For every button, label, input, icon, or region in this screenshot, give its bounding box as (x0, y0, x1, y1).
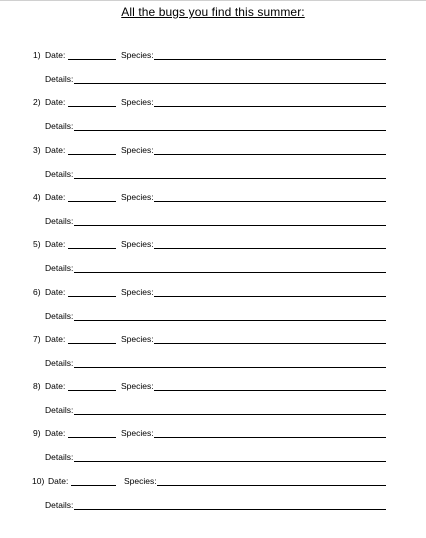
details-field[interactable] (74, 272, 386, 273)
details-label: Details: (45, 74, 74, 84)
details-field[interactable] (74, 509, 386, 510)
date-field[interactable] (68, 437, 116, 438)
entry-bottom-row (0, 451, 426, 463)
entry-number: 9) (33, 428, 41, 439)
date-label: Date: (45, 97, 66, 108)
entry-bottom-row (0, 310, 426, 322)
species-label: Species: (121, 239, 154, 250)
entry-top-row (0, 49, 426, 61)
date-label: Date: (45, 381, 66, 392)
details-label: Details: (45, 405, 74, 416)
details-label: Details: (45, 215, 74, 226)
species-field[interactable] (154, 59, 386, 60)
date-field[interactable] (68, 59, 116, 60)
entry-9 (0, 427, 426, 467)
species-label: Species: (121, 381, 154, 392)
date-label: Date: (45, 50, 66, 60)
species-field[interactable] (154, 201, 386, 202)
species-field[interactable] (157, 485, 386, 486)
date-field[interactable] (68, 248, 116, 249)
date-label: Date: (45, 239, 66, 250)
species-field[interactable] (154, 343, 386, 344)
details-field[interactable] (74, 130, 386, 131)
species-label: Species: (121, 191, 154, 202)
entry-number: 1) (33, 50, 41, 60)
entry-number: 7) (33, 333, 41, 344)
entry-8 (0, 380, 426, 420)
entry-4 (0, 191, 426, 231)
details-label: Details: (45, 310, 74, 321)
entry-top-row (0, 144, 426, 156)
entry-top-row (0, 191, 426, 203)
entry-top-row (0, 475, 426, 487)
species-field[interactable] (154, 390, 386, 391)
species-label: Species: (121, 286, 154, 297)
entry-1 (0, 49, 426, 89)
details-label: Details: (45, 357, 74, 368)
details-field[interactable] (74, 414, 386, 415)
entry-number: 2) (33, 97, 41, 108)
details-field[interactable] (74, 461, 386, 462)
details-field[interactable] (74, 178, 386, 179)
entry-bottom-row (0, 499, 426, 511)
entry-top-row (0, 96, 426, 108)
species-field[interactable] (154, 296, 386, 297)
date-label: Date: (45, 428, 66, 439)
species-label: Species: (121, 333, 154, 344)
date-field[interactable] (68, 343, 116, 344)
species-label: Species: (124, 475, 157, 486)
date-field[interactable] (68, 390, 116, 391)
details-field[interactable] (74, 225, 386, 226)
date-label: Date: (45, 191, 66, 202)
entry-bottom-row (0, 168, 426, 180)
entry-bottom-row (0, 73, 426, 85)
date-label: Date: (45, 144, 66, 155)
entry-bottom-row (0, 120, 426, 132)
details-field[interactable] (74, 83, 386, 84)
date-label: Date: (48, 475, 69, 486)
date-field[interactable] (68, 106, 116, 107)
species-field[interactable] (154, 154, 386, 155)
date-field[interactable] (68, 154, 116, 155)
entry-number: 3) (33, 144, 41, 155)
date-field[interactable] (71, 485, 116, 486)
date-field[interactable] (68, 201, 116, 202)
entry-top-row (0, 286, 426, 298)
entry-number: 8) (33, 381, 41, 392)
entry-7 (0, 333, 426, 373)
entry-bottom-row (0, 215, 426, 227)
entry-top-row (0, 380, 426, 392)
top-border (0, 0, 426, 1)
entry-bottom-row (0, 262, 426, 274)
details-label: Details: (45, 263, 74, 274)
species-label: Species: (121, 144, 154, 155)
date-label: Date: (45, 333, 66, 344)
page-title: All the bugs you find this summer: (121, 5, 305, 19)
entry-number: 6) (33, 286, 41, 297)
entry-bottom-row (0, 404, 426, 416)
species-field[interactable] (154, 248, 386, 249)
details-label: Details: (45, 121, 74, 132)
details-label: Details: (45, 499, 74, 510)
species-field[interactable] (154, 106, 386, 107)
species-label: Species: (121, 50, 154, 60)
entry-number: 5) (33, 239, 41, 250)
date-label: Date: (45, 286, 66, 297)
species-label: Species: (121, 428, 154, 439)
entry-number: 4) (33, 191, 41, 202)
entry-3 (0, 144, 426, 184)
details-field[interactable] (74, 320, 386, 321)
entry-top-row (0, 427, 426, 439)
species-field[interactable] (154, 437, 386, 438)
entry-number: 10) (32, 475, 45, 486)
entry-5 (0, 238, 426, 278)
entry-top-row (0, 238, 426, 250)
entry-6 (0, 286, 426, 326)
details-label: Details: (45, 168, 74, 179)
species-label: Species: (121, 97, 154, 108)
entry-bottom-row (0, 357, 426, 369)
details-field[interactable] (74, 367, 386, 368)
entry-10 (0, 475, 426, 515)
entry-2 (0, 96, 426, 136)
entry-top-row (0, 333, 426, 345)
date-field[interactable] (68, 296, 116, 297)
details-label: Details: (45, 452, 74, 463)
